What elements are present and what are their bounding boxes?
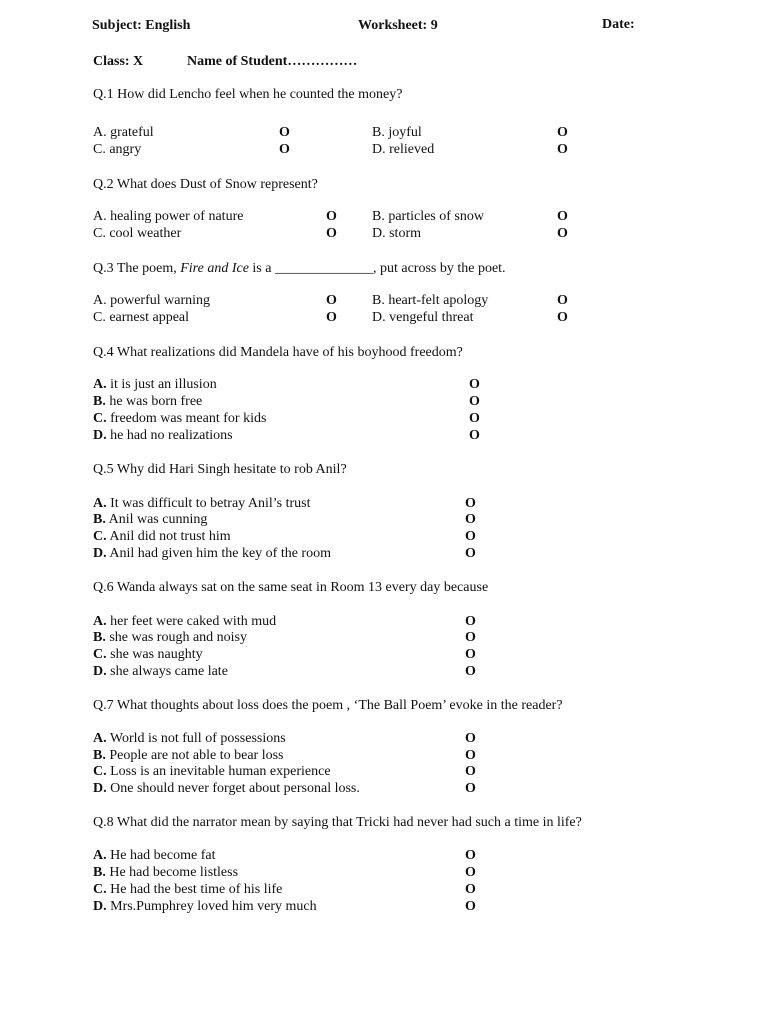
q2-option-b-circle[interactable]: O <box>557 209 568 224</box>
q7-option-c-circle[interactable]: O <box>465 764 476 779</box>
question-1-text: Q.1 How did Lencho feel when he counted the money? <box>93 87 403 102</box>
q6-option-c: C. she was naughty <box>93 647 203 662</box>
q8-option-a-circle[interactable]: O <box>465 848 476 863</box>
q3-option-c: C. earnest appeal <box>93 310 190 325</box>
q4-option-c-circle[interactable]: O <box>469 411 480 426</box>
worksheet-number: Worksheet: 9 <box>358 18 438 33</box>
q7-option-b-circle[interactable]: O <box>465 748 476 763</box>
q2-option-c-circle[interactable]: O <box>326 226 337 241</box>
q5-option-c-circle[interactable]: O <box>465 529 476 544</box>
q8-option-c: C. He had the best time of his life <box>93 882 283 897</box>
q6-option-d-circle[interactable]: O <box>465 664 476 679</box>
q1-option-b-circle[interactable]: O <box>557 125 568 140</box>
q6-option-b-circle[interactable]: O <box>465 630 476 645</box>
q4-option-b-circle[interactable]: O <box>469 394 480 409</box>
q2-option-d: D. storm <box>372 226 421 241</box>
question-4-text: Q.4 What realizations did Mandela have of his boyhood freedom? <box>93 345 463 360</box>
q1-option-a: A. grateful <box>93 125 154 140</box>
q2-option-b: B. particles of snow <box>372 209 484 224</box>
q6-option-a: A. her feet were caked with mud <box>93 614 277 629</box>
q5-option-a: A. It was difficult to betray Anil’s trust <box>93 496 311 511</box>
question-3-text <box>93 262 506 276</box>
q3-option-d-circle[interactable]: O <box>557 310 568 325</box>
q7-option-a-circle[interactable]: O <box>465 731 476 746</box>
q6-option-b: B. she was rough and noisy <box>93 630 247 645</box>
q3-option-a-circle[interactable]: O <box>326 293 337 308</box>
question-5-text: Q.5 Why did Hari Singh hesitate to rob Anil? <box>93 462 347 477</box>
subject-label: Subject: English <box>92 18 191 33</box>
q4-option-d: D. he had no realizations <box>93 428 233 443</box>
question-2-text: Q.2 What does Dust of Snow represent? <box>93 177 318 192</box>
q2-option-c: C. cool weather <box>93 226 182 241</box>
q1-option-d: D. relieved <box>372 142 435 157</box>
q5-option-b: B. Anil was cunning <box>93 512 208 527</box>
date-label: Date: <box>602 17 635 32</box>
q4-option-a: A. it is just an illusion <box>93 377 217 392</box>
q8-option-b-circle[interactable]: O <box>465 865 476 880</box>
q8-option-d-circle[interactable]: O <box>465 899 476 914</box>
class-label: Class: X <box>93 54 144 69</box>
q7-option-a: A. World is not full of possessions <box>93 731 286 746</box>
q4-option-d-circle[interactable]: O <box>469 428 480 443</box>
q2-option-d-circle[interactable]: O <box>557 226 568 241</box>
student-name-field[interactable]: Name of Student…………… <box>187 54 358 69</box>
question-3-poem-title: Fire and Ice <box>180 261 249 276</box>
q4-option-c: C. freedom was meant for kids <box>93 411 267 426</box>
q6-option-a-circle[interactable]: O <box>465 614 476 629</box>
question-3-prefix: Q.3 The poem, <box>93 261 177 276</box>
q1-option-a-circle[interactable]: O <box>279 125 290 140</box>
q5-option-a-circle[interactable]: O <box>465 496 476 511</box>
q5-option-b-circle[interactable]: O <box>465 512 476 527</box>
q8-option-c-circle[interactable]: O <box>465 882 476 897</box>
q5-option-c: C. Anil did not trust him <box>93 529 231 544</box>
q6-option-d: D. she always came late <box>93 664 228 679</box>
q1-option-c: C. angry <box>93 142 142 157</box>
q8-option-d: D. Mrs.Pumphrey loved him very much <box>93 899 317 914</box>
q4-option-a-circle[interactable]: O <box>469 377 480 392</box>
q3-option-b-circle[interactable]: O <box>557 293 568 308</box>
question-3-suffix: is a ______________, put across by the poet. <box>252 261 506 276</box>
question-8-text: Q.8 What did the narrator mean by saying that Tricki had never had such a time in life? <box>93 815 582 830</box>
q3-option-d: D. vengeful threat <box>372 310 474 325</box>
q1-option-d-circle[interactable]: O <box>557 142 568 157</box>
q7-option-c: C. Loss is an inevitable human experience <box>93 764 331 779</box>
q2-option-a: A. healing power of nature <box>93 209 244 224</box>
q2-option-a-circle[interactable]: O <box>326 209 337 224</box>
q7-option-d: D. One should never forget about personal loss. <box>93 781 360 796</box>
q1-option-b: B. joyful <box>372 125 422 140</box>
q3-option-a: A. powerful warning <box>93 293 211 308</box>
q6-option-c-circle[interactable]: O <box>465 647 476 662</box>
q8-option-a: A. He had become fat <box>93 848 216 863</box>
question-6-text: Q.6 Wanda always sat on the same seat in Room 13 every day because <box>93 580 489 595</box>
q7-option-b: B. People are not able to bear loss <box>93 748 284 763</box>
q7-option-d-circle[interactable]: O <box>465 781 476 796</box>
q3-option-c-circle[interactable]: O <box>326 310 337 325</box>
q4-option-b: B. he was born free <box>93 394 203 409</box>
q8-option-b: B. He had become listless <box>93 865 239 880</box>
q5-option-d-circle[interactable]: O <box>465 546 476 561</box>
question-7-text: Q.7 What thoughts about loss does the poem , ‘The Ball Poem’ evoke in the reader? <box>93 698 563 713</box>
q3-option-b: B. heart-felt apology <box>372 293 489 308</box>
q1-option-c-circle[interactable]: O <box>279 142 290 157</box>
q5-option-d: D. Anil had given him the key of the room <box>93 546 331 561</box>
